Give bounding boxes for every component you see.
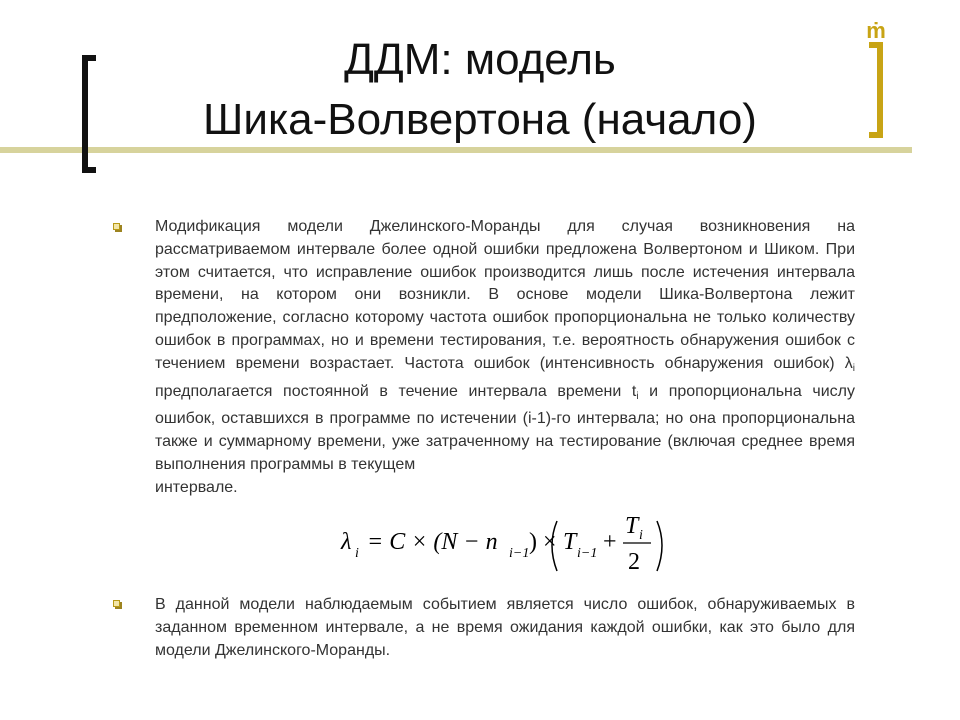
formula bbox=[335, 505, 675, 585]
formula-n-sub: i−1 bbox=[509, 546, 530, 561]
formula-Ti: T bbox=[625, 513, 639, 539]
paragraph-text-part-2: предполагается постоянной в течение интервала времени t bbox=[155, 382, 637, 400]
formula-plus: + bbox=[603, 529, 617, 555]
title-line-1: ДДМ: модель bbox=[344, 35, 616, 84]
formula-T: T bbox=[563, 529, 577, 555]
bullet-paragraph-1 bbox=[155, 216, 855, 500]
bullet-icon bbox=[112, 222, 122, 232]
paragraph-text-part-3: и пропорциональна числу ошибок, оставшихся в программе по истечении (i-1)-го интервала; но она пропорциональна также и суммарному времени, уже затраченному на тестирование (включая среднее время выполнения программы в текущем bbox=[155, 382, 855, 473]
t-subscript: i bbox=[636, 390, 639, 402]
formula-lambda: λ bbox=[341, 529, 352, 555]
formula-Ti-sub: i bbox=[639, 528, 643, 543]
lambda-subscript: i bbox=[852, 362, 855, 374]
left-bracket-decoration bbox=[82, 55, 96, 173]
slide-title bbox=[110, 30, 850, 150]
bullet-paragraph-2: В данной модели наблюдаемым событием является число ошибок, обнаруживаемых в заданном временном интервале, а не время ожидания каждой ошибки, как это было для модели Джелинского-Моранды. bbox=[155, 596, 855, 659]
formula-main: = C × (N − n bbox=[367, 529, 498, 555]
formula-T-sub: i−1 bbox=[577, 546, 598, 561]
formula-denominator: 2 bbox=[628, 549, 640, 575]
formula-lambda-sub: i bbox=[355, 546, 359, 561]
title-line-2: Шика-Волвертона (начало) bbox=[203, 95, 757, 144]
formula-right-paren bbox=[657, 521, 662, 571]
paragraph-text-part-4: интервале. bbox=[155, 478, 238, 496]
bullet-icon bbox=[112, 599, 122, 609]
paragraph-text-part-1: Модификация модели Джелинского-Моранды для случая возникновения на рассматриваемом интервале более одной ошибки предложена Волвертоном и Шиком. При этом считается, что исправление ошибок производится лишь после истечения интервала времени, на котором они возникли. В основе модели Шика-Волвертона лежит предположение, согласно которому частота ошибок пропорциональна не только количеству ошибок в программах, но и времени тестирования, т.е. вероятность обнаружения ошибок с течением времени возрастает. Частота ошибок (интенсивность обнаружения ошибок) λ bbox=[155, 218, 855, 372]
formula-close: ) × bbox=[529, 529, 557, 555]
corner-mark-icon: ṁ bbox=[866, 18, 886, 43]
right-bracket-decoration bbox=[869, 42, 883, 138]
